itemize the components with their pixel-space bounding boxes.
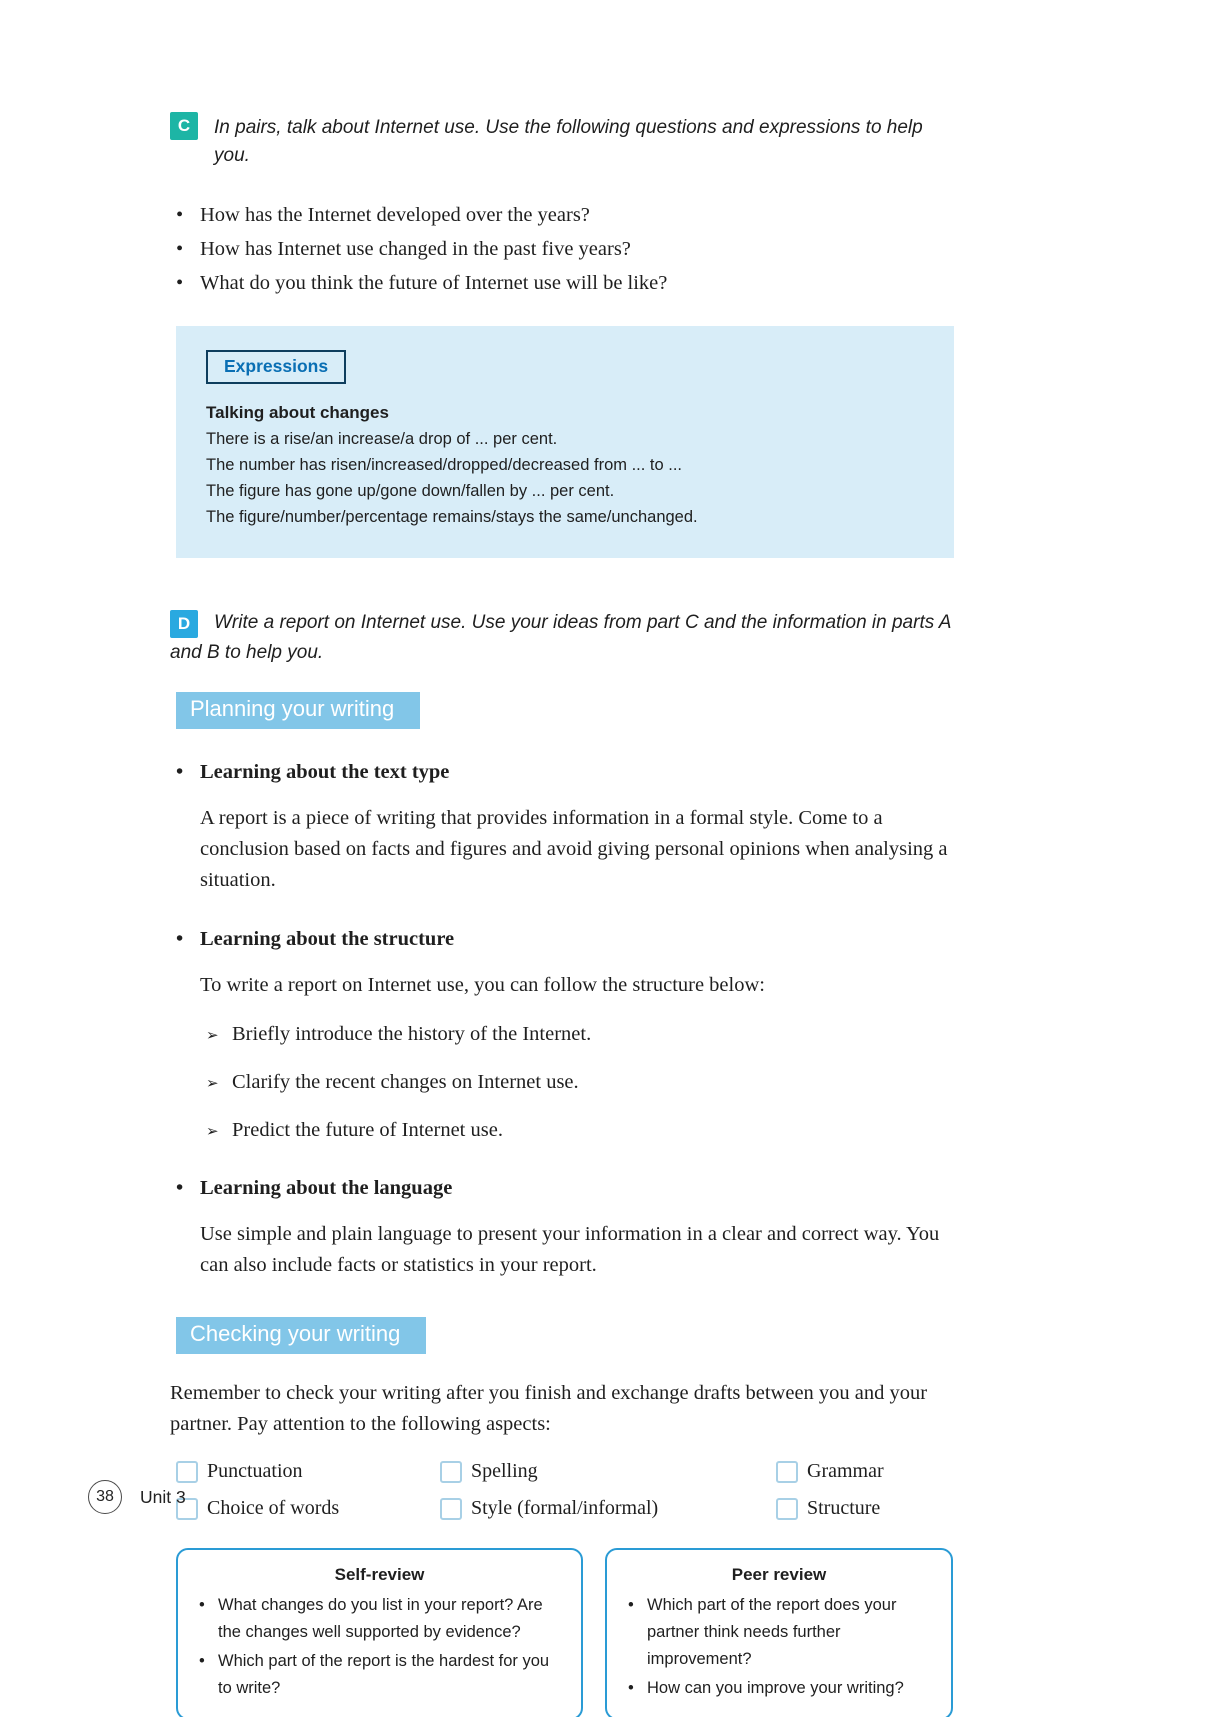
checklist-item: [776, 1460, 954, 1483]
checkbox-structure[interactable]: [776, 1498, 798, 1520]
page-number: 38: [88, 1480, 122, 1514]
section-d-badge: D: [170, 610, 198, 638]
expressions-panel: [176, 326, 954, 558]
checklist-item: [176, 1460, 440, 1483]
checklist-item: [776, 1497, 954, 1520]
checklist-item: [440, 1497, 776, 1520]
planning-item-title: • Learning about the text type: [176, 757, 954, 787]
checkbox-label: Style (formal/informal): [471, 1497, 659, 1519]
self-review-item: • What changes do you list in your report? Are the changes well supported by evidence?: [196, 1592, 563, 1646]
self-review-box: [176, 1548, 583, 1717]
checking-heading-bar: Checking your writing: [176, 1317, 426, 1354]
structure-step: [206, 1019, 954, 1049]
planning-item-title: • Learning about the language: [176, 1173, 954, 1203]
section-d-instruction: Write a report on Internet use. Use your ideas from part C and the information in parts A and B to help you.: [170, 612, 951, 663]
checking-intro: Remember to check your writing after you finish and exchange drafts between you and your partner. Pay attention to the following aspects:: [170, 1382, 928, 1435]
planning-item: [170, 757, 954, 896]
structure-step-text: Briefly introduce the history of the Internet.: [232, 1023, 592, 1045]
checklist-item: [176, 1497, 440, 1520]
checkbox-spelling[interactable]: [440, 1461, 462, 1483]
page-footer: [88, 1480, 186, 1514]
checklist: [176, 1460, 954, 1520]
planning-item-body: A report is a piece of writing that provides information in a formal style. Come to a conclusion based on facts and figures and avoid giving personal opinions when analysing a situation.: [200, 807, 948, 891]
arrowhead-icon: [206, 1117, 219, 1147]
checkbox-label: Structure: [807, 1497, 881, 1519]
planning-item-body: Use simple and plain language to present your information in a clear and correct way. You can also include facts or statistics in your report.: [200, 1223, 940, 1276]
expressions-subtitle: Talking about changes: [206, 403, 389, 422]
expression-line: There is a rise/an increase/a drop of ... per cent.: [206, 430, 558, 448]
question-item: • How has the Internet developed over the years?: [176, 198, 954, 232]
page-content: [170, 112, 954, 1717]
structure-steps: [206, 1019, 954, 1145]
question-item: • What do you think the future of Internet use will be like?: [176, 266, 954, 300]
expression-line: The figure has gone up/gone down/fallen by ... per cent.: [206, 482, 615, 500]
planning-item-body: To write a report on Internet use, you can follow the structure below:: [200, 974, 765, 996]
planning-heading-bar: Planning your writing: [176, 692, 420, 729]
checkbox-style[interactable]: [440, 1498, 462, 1520]
section-d: [170, 608, 954, 1717]
section-c-badge: C: [170, 112, 198, 140]
section-d-header: [170, 608, 954, 668]
checkbox-grammar[interactable]: [776, 1461, 798, 1483]
arrowhead-icon: [206, 1069, 219, 1099]
peer-review-list: [625, 1592, 933, 1702]
question-item: • How has Internet use changed in the past five years?: [176, 232, 954, 266]
peer-review-item: • Which part of the report does your partner think needs further improvement?: [625, 1592, 933, 1673]
checkbox-label: Punctuation: [207, 1460, 303, 1482]
structure-step: [206, 1067, 954, 1097]
section-c-instruction: In pairs, talk about Internet use. Use the following questions and expressions to help you.: [214, 117, 923, 166]
peer-review-title: Peer review: [731, 1565, 827, 1584]
checkbox-label: Spelling: [471, 1460, 538, 1482]
planning-item-title: • Learning about the structure: [176, 924, 954, 954]
planning-item: [170, 1173, 954, 1281]
planning-item: [170, 924, 954, 1145]
expressions-label: Expressions: [206, 350, 346, 384]
checklist-item: [440, 1460, 776, 1483]
structure-step: [206, 1115, 954, 1145]
peer-review-box: [605, 1548, 953, 1717]
checkbox-label: Grammar: [807, 1460, 884, 1482]
checkbox-label: Choice of words: [207, 1497, 340, 1519]
self-review-item: • Which part of the report is the hardest for you to write?: [196, 1648, 563, 1702]
self-review-list: [196, 1592, 563, 1702]
peer-review-item: • How can you improve your writing?: [625, 1675, 933, 1702]
expression-line: The number has risen/increased/dropped/decreased from ... to ...: [206, 456, 683, 474]
question-list: [176, 198, 954, 300]
section-c: [170, 112, 954, 558]
review-boxes: [176, 1548, 954, 1717]
expression-line: The figure/number/percentage remains/stays the same/unchanged.: [206, 508, 698, 526]
self-review-title: Self-review: [334, 1565, 425, 1584]
structure-step-text: Predict the future of Internet use.: [232, 1119, 503, 1141]
structure-step-text: Clarify the recent changes on Internet use.: [232, 1071, 579, 1093]
arrowhead-icon: [206, 1021, 219, 1051]
unit-label: Unit 3: [140, 1486, 186, 1507]
section-c-header: [170, 112, 954, 170]
